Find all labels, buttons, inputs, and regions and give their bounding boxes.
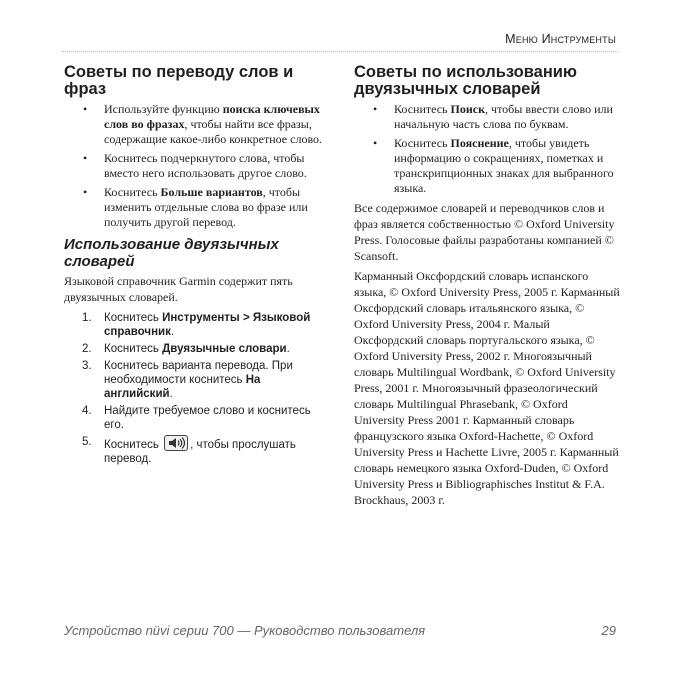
copyright-paragraph: Все содержимое словарей и переводчиков слов и фраз является собственностью © Oxford University Press. Голосовые файлы разработаны компанией © Scansoft. — [354, 201, 615, 263]
left-column — [64, 64, 328, 469]
list-item: • Коснитесь Поиск, чтобы ввести слово или начальную часть слова по буквам. — [373, 102, 613, 131]
dictionaries-credits-paragraph: Карманный Оксфордский словарь испанского языка, © Oxford University Press, 2005 г. Карманный Оксфордский словарь итальянского языка, © Oxford University Press, 2004 г. Малый Оксфордский словарь португальского языка, © Oxford University Press, 2002 г. Многоязычный словарь Multilingual Wordbank, © Oxford University Press, 2001 г. Многоязычный фразеологический словарь Multilingual Phrasebank, © Oxford University Press 2001 г. Карманный словарь французского языка Oxford-Hachette, © Oxford University Press и Hachette Livre, 2005 г. Карманный словарь немецкого языка Oxford-Duden, © Oxford University Press и Bibliographisches Institut & F.A. Brockhaus, 2003 г. — [354, 269, 620, 507]
heading-bilingual-dictionaries: Использование двуязычных словарей — [64, 236, 279, 270]
steps-list — [64, 311, 328, 466]
translation-tips-list — [64, 102, 328, 230]
step-item: 5. Коснитесь , чтобы прослушать перевод. — [82, 436, 296, 465]
dictionary-tips-list — [354, 102, 620, 196]
step-item: 2. Коснитесь Двуязычные словари. — [82, 343, 290, 355]
step-item: 3. Коснитесь варианта перевода. При необходимости коснитесь На английский. — [82, 360, 293, 400]
header-rule — [62, 51, 618, 52]
list-item: • Используйте функцию поиска ключевых слов во фразах, чтобы найти все фразы, содержащие какое-либо конкретное слово. — [83, 102, 323, 146]
heading-translation-tips: Советы по переводу слов и фраз — [64, 63, 294, 98]
step-item: 1. Коснитесь Инструменты > Языковой справочник. — [82, 312, 311, 338]
running-header: Меню Инструменты — [505, 32, 616, 46]
intro-paragraph: Языковой справочник Garmin содержит пять двуязычных словарей. — [64, 274, 293, 304]
list-item: • Коснитесь подчеркнутого слова, чтобы вместо него использовать другое слово. — [83, 151, 307, 180]
list-item: • Коснитесь Больше вариантов, чтобы изменить отдельные слова во фразе или получить другой перевод. — [83, 185, 308, 229]
speaker-icon — [164, 435, 188, 451]
page-number: 29 — [601, 623, 616, 638]
footer-title: Устройство nüvi серии 700 — Руководство пользователя — [64, 623, 426, 638]
right-column — [354, 64, 620, 512]
heading-dictionary-tips: Советы по использованию двуязычных словарей — [354, 63, 578, 98]
step-item: 4. Найдите требуемое слово и коснитесь его. — [82, 405, 311, 431]
list-item: • Коснитесь Пояснение, чтобы увидеть информацию о сокращениях, пометках и транскрипционных знаках для выбранного языка. — [373, 136, 614, 195]
